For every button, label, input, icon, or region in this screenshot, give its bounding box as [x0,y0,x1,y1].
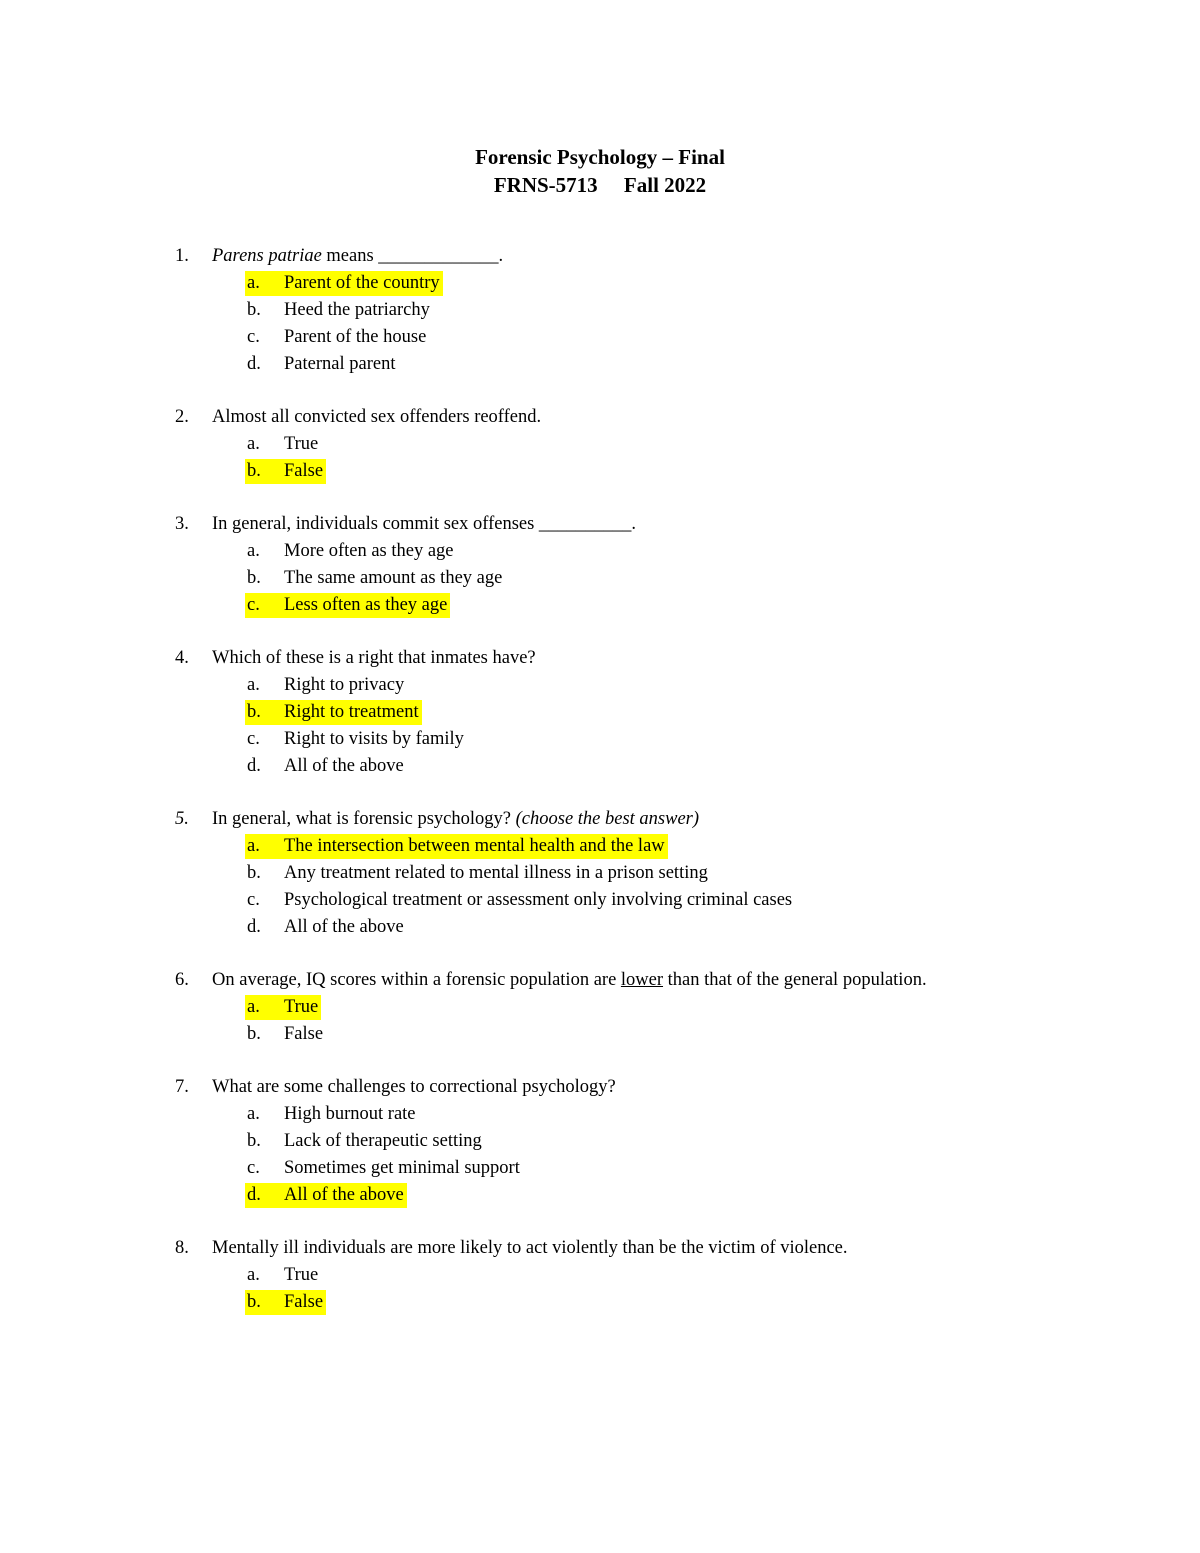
answer-option [0,726,1200,753]
answer-option [0,592,1200,619]
option-text: Right to visits by family [284,729,464,749]
question-2 [0,404,1200,485]
question-4 [0,645,1200,780]
option-text: Right to treatment [284,702,419,722]
answer-option [0,833,1200,860]
option-text: Paternal parent [284,354,396,374]
answer-option-row [245,539,457,564]
answer-option [0,753,1200,780]
answer-option-row [245,566,505,591]
option-text: The same amount as they age [284,568,503,588]
question-6 [0,967,1200,1048]
question-text-part: than that of the general population. [663,970,927,990]
option-text: False [284,1024,324,1044]
option-letter: d. [247,917,261,937]
option-letter: a. [247,997,260,1017]
highlighted-correct-answer [245,593,450,618]
question-text-part: means _____________. [321,246,504,266]
answer-option [0,1155,1200,1182]
answer-option-row [245,1102,419,1127]
question-number: 3. [175,514,189,534]
option-letter: b. [247,1131,261,1151]
question-text [212,511,636,538]
question-text-italic: Parens patriae [212,246,322,266]
question-text-part: In general, individuals commit sex offenses __________. [212,514,637,534]
question-stem-line [0,243,1200,270]
highlighted-correct-answer [245,1183,407,1208]
answer-option [0,994,1200,1021]
option-letter: a. [247,675,260,695]
option-letter: b. [247,1292,261,1312]
option-letter: d. [247,1185,261,1205]
option-text: Parent of the house [284,327,427,347]
answer-option [0,351,1200,378]
answer-option-row [245,352,398,377]
option-text: True [284,1265,319,1285]
question-number: 1. [175,246,189,266]
question-text-part: On average, IQ scores within a forensic population are [212,970,621,990]
answer-option [0,1101,1200,1128]
question-text [212,1235,848,1262]
option-text: Parent of the country [284,273,440,293]
option-letter: c. [247,729,260,749]
highlighted-correct-answer [245,1290,326,1315]
question-number: 6. [175,970,189,990]
option-text: All of the above [284,917,404,937]
question-text-part: In general, what is forensic psychology? [212,809,516,829]
question-stem-line [0,1235,1200,1262]
option-letter: c. [247,327,260,347]
question-text-italic: (choose the best answer) [515,809,700,829]
course-line: FRNS-5713 Fall 2022 [493,173,707,197]
answer-option [0,914,1200,941]
answer-option-row [245,754,407,779]
question-text-part: Mentally ill individuals are more likely to act violently than be the victim of violence. [212,1238,848,1258]
option-text: Lack of therapeutic setting [284,1131,482,1151]
answer-option-row [245,888,795,913]
question-text [212,967,927,994]
option-text: Right to privacy [284,675,405,695]
answer-option [0,565,1200,592]
question-stem-line [0,645,1200,672]
answer-option-row [245,325,429,350]
option-text: False [284,1292,324,1312]
question-text-part: Which of these is a right that inmates have? [212,648,536,668]
answer-option-row [245,915,407,940]
option-letter: a. [247,1104,260,1124]
answer-option [0,860,1200,887]
answer-option [0,324,1200,351]
option-letter: d. [247,756,261,776]
option-letter: b. [247,1024,261,1044]
answer-option [0,672,1200,699]
question-stem-line [0,967,1200,994]
answer-option [0,1182,1200,1209]
question-text-part: Almost all convicted sex offenders reoffend. [212,407,542,427]
option-text: More often as they age [284,541,454,561]
question-text-underlined: lower [620,970,664,990]
answer-option-row [245,1022,326,1047]
question-text [212,1074,616,1101]
answer-option [0,538,1200,565]
answer-option-row [245,673,407,698]
option-text: Psychological treatment or assessment only involving criminal cases [284,890,793,910]
option-text: Heed the patriarchy [284,300,430,320]
option-letter: b. [247,863,261,883]
answer-option [0,270,1200,297]
question-number: 4. [175,648,189,668]
highlighted-correct-answer [245,700,422,725]
option-letter: a. [247,836,260,856]
question-text-part: What are some challenges to correctional psychology? [212,1077,616,1097]
answer-option-row [245,1263,321,1288]
answer-option [0,431,1200,458]
highlighted-correct-answer [245,459,326,484]
option-letter: a. [247,541,260,561]
question-stem-line [0,511,1200,538]
answer-option [0,458,1200,485]
option-text: True [284,434,319,454]
question-3 [0,511,1200,619]
answer-option [0,1262,1200,1289]
highlighted-correct-answer [245,271,443,296]
answer-option [0,699,1200,726]
question-number: 8. [175,1238,189,1258]
option-letter: a. [247,1265,260,1285]
option-text: All of the above [284,756,404,776]
answer-option-row [245,432,321,457]
option-text: True [284,997,319,1017]
option-text: Sometimes get minimal support [284,1158,520,1178]
answer-option-row [245,861,711,886]
option-letter: c. [247,1158,260,1178]
option-letter: c. [247,890,260,910]
option-text: Less often as they age [284,595,448,615]
option-letter: d. [247,354,261,374]
option-text: The intersection between mental health and the law [284,836,665,856]
question-list [0,243,1200,1342]
question-5 [0,806,1200,941]
highlighted-correct-answer [245,834,668,859]
highlighted-correct-answer [245,995,321,1020]
question-7 [0,1074,1200,1209]
answer-option [0,1289,1200,1316]
option-text: Any treatment related to mental illness in a prison setting [284,863,708,883]
answer-option-row [245,727,467,752]
answer-option-row [245,1129,485,1154]
option-text: All of the above [284,1185,404,1205]
question-1 [0,243,1200,378]
document-header [0,143,1200,199]
document-title: Forensic Psychology – Final [475,145,725,169]
answer-option [0,1128,1200,1155]
answer-option [0,297,1200,324]
option-letter: b. [247,702,261,722]
option-text: High burnout rate [284,1104,416,1124]
answer-option-row [245,1156,523,1181]
option-letter: b. [247,568,261,588]
option-letter: c. [247,595,260,615]
question-text [212,404,541,431]
question-stem-line [0,404,1200,431]
option-letter: a. [247,273,260,293]
question-text [212,806,699,833]
option-letter: b. [247,461,261,481]
option-letter: b. [247,300,261,320]
option-letter: a. [247,434,260,454]
answer-option [0,1021,1200,1048]
question-number: 5. [175,809,189,829]
answer-option [0,887,1200,914]
question-number: 7. [175,1077,189,1097]
question-number: 2. [175,407,189,427]
option-text: False [284,461,324,481]
question-text [212,645,536,672]
answer-option-row [245,298,433,323]
question-stem-line [0,806,1200,833]
question-8 [0,1235,1200,1316]
question-text [212,243,503,270]
question-stem-line [0,1074,1200,1101]
